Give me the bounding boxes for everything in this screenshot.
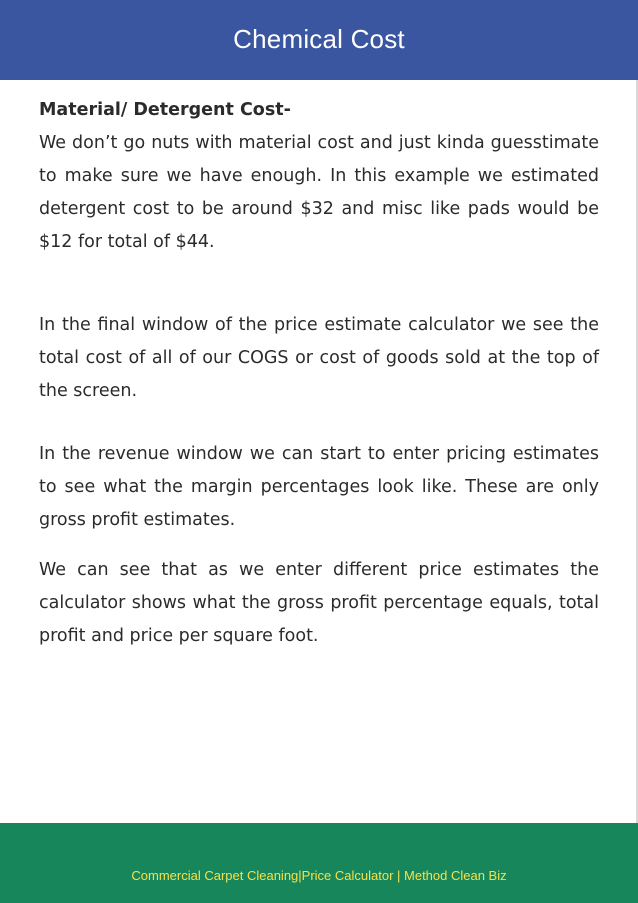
paragraph-material-cost: [39, 94, 599, 259]
material-cost-section: [39, 94, 599, 259]
page-header: [0, 0, 638, 80]
page-title: Chemical Cost: [233, 24, 405, 54]
footer-text: Commercial Carpet Cleaning|Price Calculator | Method Clean Biz: [131, 868, 507, 883]
paragraph-1-text: We don’t go nuts with material cost and just kinda guesstimate to make sure we have enough. In this example we estimated detergent cost to be around $32 and misc like pads would be $12 for total of $44.: [39, 133, 599, 252]
final-window-section: [39, 309, 599, 408]
section-heading: Material/ Detergent Cost-: [39, 100, 291, 120]
paragraph-4-text: We can see that as we enter different price estimates the calculator shows what the gross profit percentage equals, total profit and price per square foot.: [39, 560, 599, 646]
revenue-window-section: [39, 438, 599, 537]
paragraph-3-text: In the revenue window we can start to enter pricing estimates to see what the margin percentages look like. These are only gross profit estimates.: [39, 444, 599, 530]
price-estimates-section: [39, 554, 599, 653]
paragraph-2-text: In the final window of the price estimate calculator we see the total cost of all of our COGS or cost of goods sold at the top of the screen.: [39, 315, 599, 401]
page-footer: [0, 823, 638, 903]
